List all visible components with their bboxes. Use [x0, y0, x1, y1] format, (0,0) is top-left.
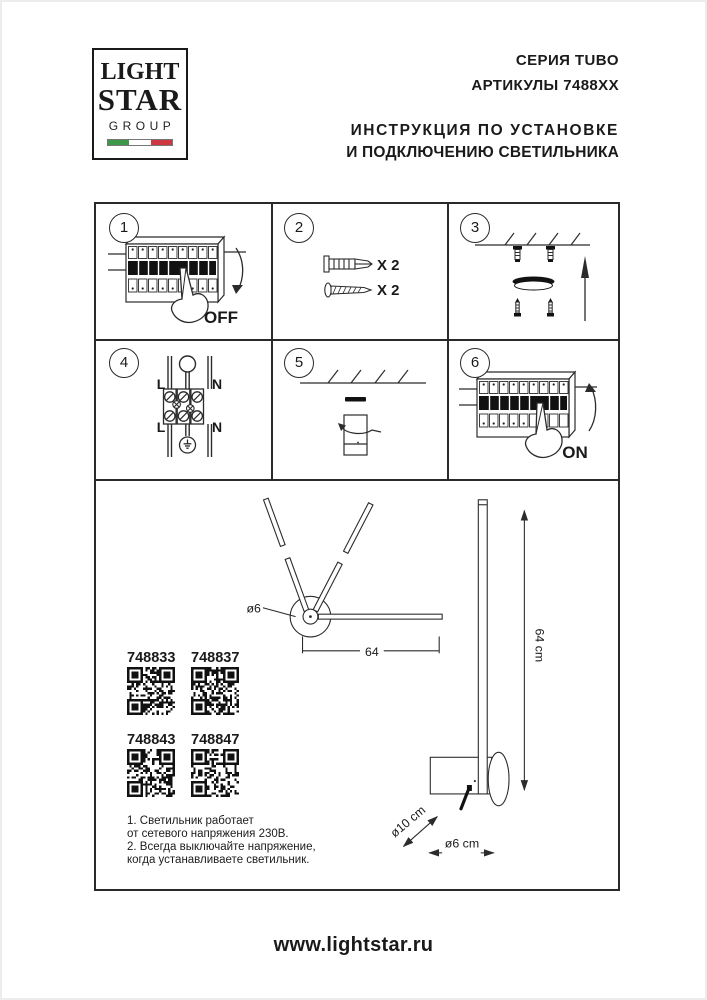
on-label: ON [562, 443, 588, 462]
articles-range: АРТИКУЛЫ 7488XX [471, 77, 619, 94]
logo-word-group: GROUP [108, 119, 176, 133]
terminal-l-bottom: L [156, 419, 166, 435]
logo-word-light: LIGHT [100, 59, 180, 85]
page-title [346, 120, 619, 164]
mounting-plate [345, 397, 366, 402]
flag-red [151, 140, 172, 145]
note-line: 2. Всегда выключайте напряжение, [127, 841, 316, 853]
arrow-up [589, 387, 596, 431]
article-number: 748837 [191, 650, 240, 666]
title-line-1: ИНСТРУКЦИЯ ПО УСТАНОВКЕ [350, 122, 619, 139]
height-label: 64 cm [532, 628, 547, 663]
article-number: 748847 [191, 732, 240, 748]
arrow-down [236, 248, 243, 290]
mounting-disc [513, 277, 555, 291]
series-block [471, 48, 619, 98]
qr-code [127, 749, 175, 797]
screw-qty-label: X 2 [377, 282, 400, 299]
article-number: 748833 [127, 650, 176, 666]
title-line-2: И ПОДКЛЮЧЕНИЮ СВЕТИЛЬНИКА [346, 144, 619, 161]
mount-diameter-label: ø10 cm [387, 802, 429, 841]
step-1-panel [96, 204, 271, 339]
step-5-panel [271, 339, 447, 479]
off-label: OFF [204, 308, 238, 327]
step-number-badge: 6 [460, 348, 490, 378]
flag-green [108, 140, 129, 145]
italian-flag-stripe [107, 139, 173, 146]
step-number-badge: 4 [109, 348, 139, 378]
note-line: от сетевого напряжения 230В. [127, 828, 289, 840]
note-line: 1. Светильник работает [127, 815, 254, 827]
tube-diameter-label: ø6 cm [444, 836, 480, 851]
step-2-panel [271, 204, 447, 339]
qr-code [127, 667, 175, 715]
flag-white [129, 140, 150, 145]
lightstar-logo [92, 48, 188, 160]
step-number-badge: 5 [284, 348, 314, 378]
logo-word-star: STAR [97, 82, 183, 117]
vertical-tube [478, 500, 487, 794]
qr-code [191, 749, 239, 797]
wall-flange [488, 752, 509, 805]
ground-symbol [180, 437, 196, 453]
step-3-panel [447, 204, 622, 339]
terminal-l-top: L [156, 376, 166, 392]
qr-code [191, 667, 239, 715]
side-view [388, 500, 547, 853]
lamp-symbol [180, 356, 196, 372]
article-number: 748843 [127, 732, 176, 748]
step-4-panel [96, 339, 271, 479]
front-length-label: 64 [364, 644, 379, 659]
step-number-badge: 3 [460, 213, 490, 243]
step-6-panel [447, 339, 622, 479]
note-line: когда устанавливаете светильник. [127, 854, 310, 866]
series-name: СЕРИЯ TUBO [515, 52, 619, 69]
terminal-n-top: N [211, 376, 223, 392]
wall-anchors [513, 246, 555, 262]
screws [514, 298, 554, 317]
terminal-n-bottom: N [211, 419, 223, 435]
safety-notes [127, 815, 316, 867]
front-diameter-label: ø6 [246, 601, 261, 616]
front-view [246, 498, 442, 659]
anchor-qty-label: X 2 [377, 257, 400, 274]
lamp-base-cylinder [344, 415, 367, 455]
website-url: www.lightstar.ru [273, 934, 434, 956]
step-number-badge: 1 [109, 213, 139, 243]
step-number-badge: 2 [284, 213, 314, 243]
